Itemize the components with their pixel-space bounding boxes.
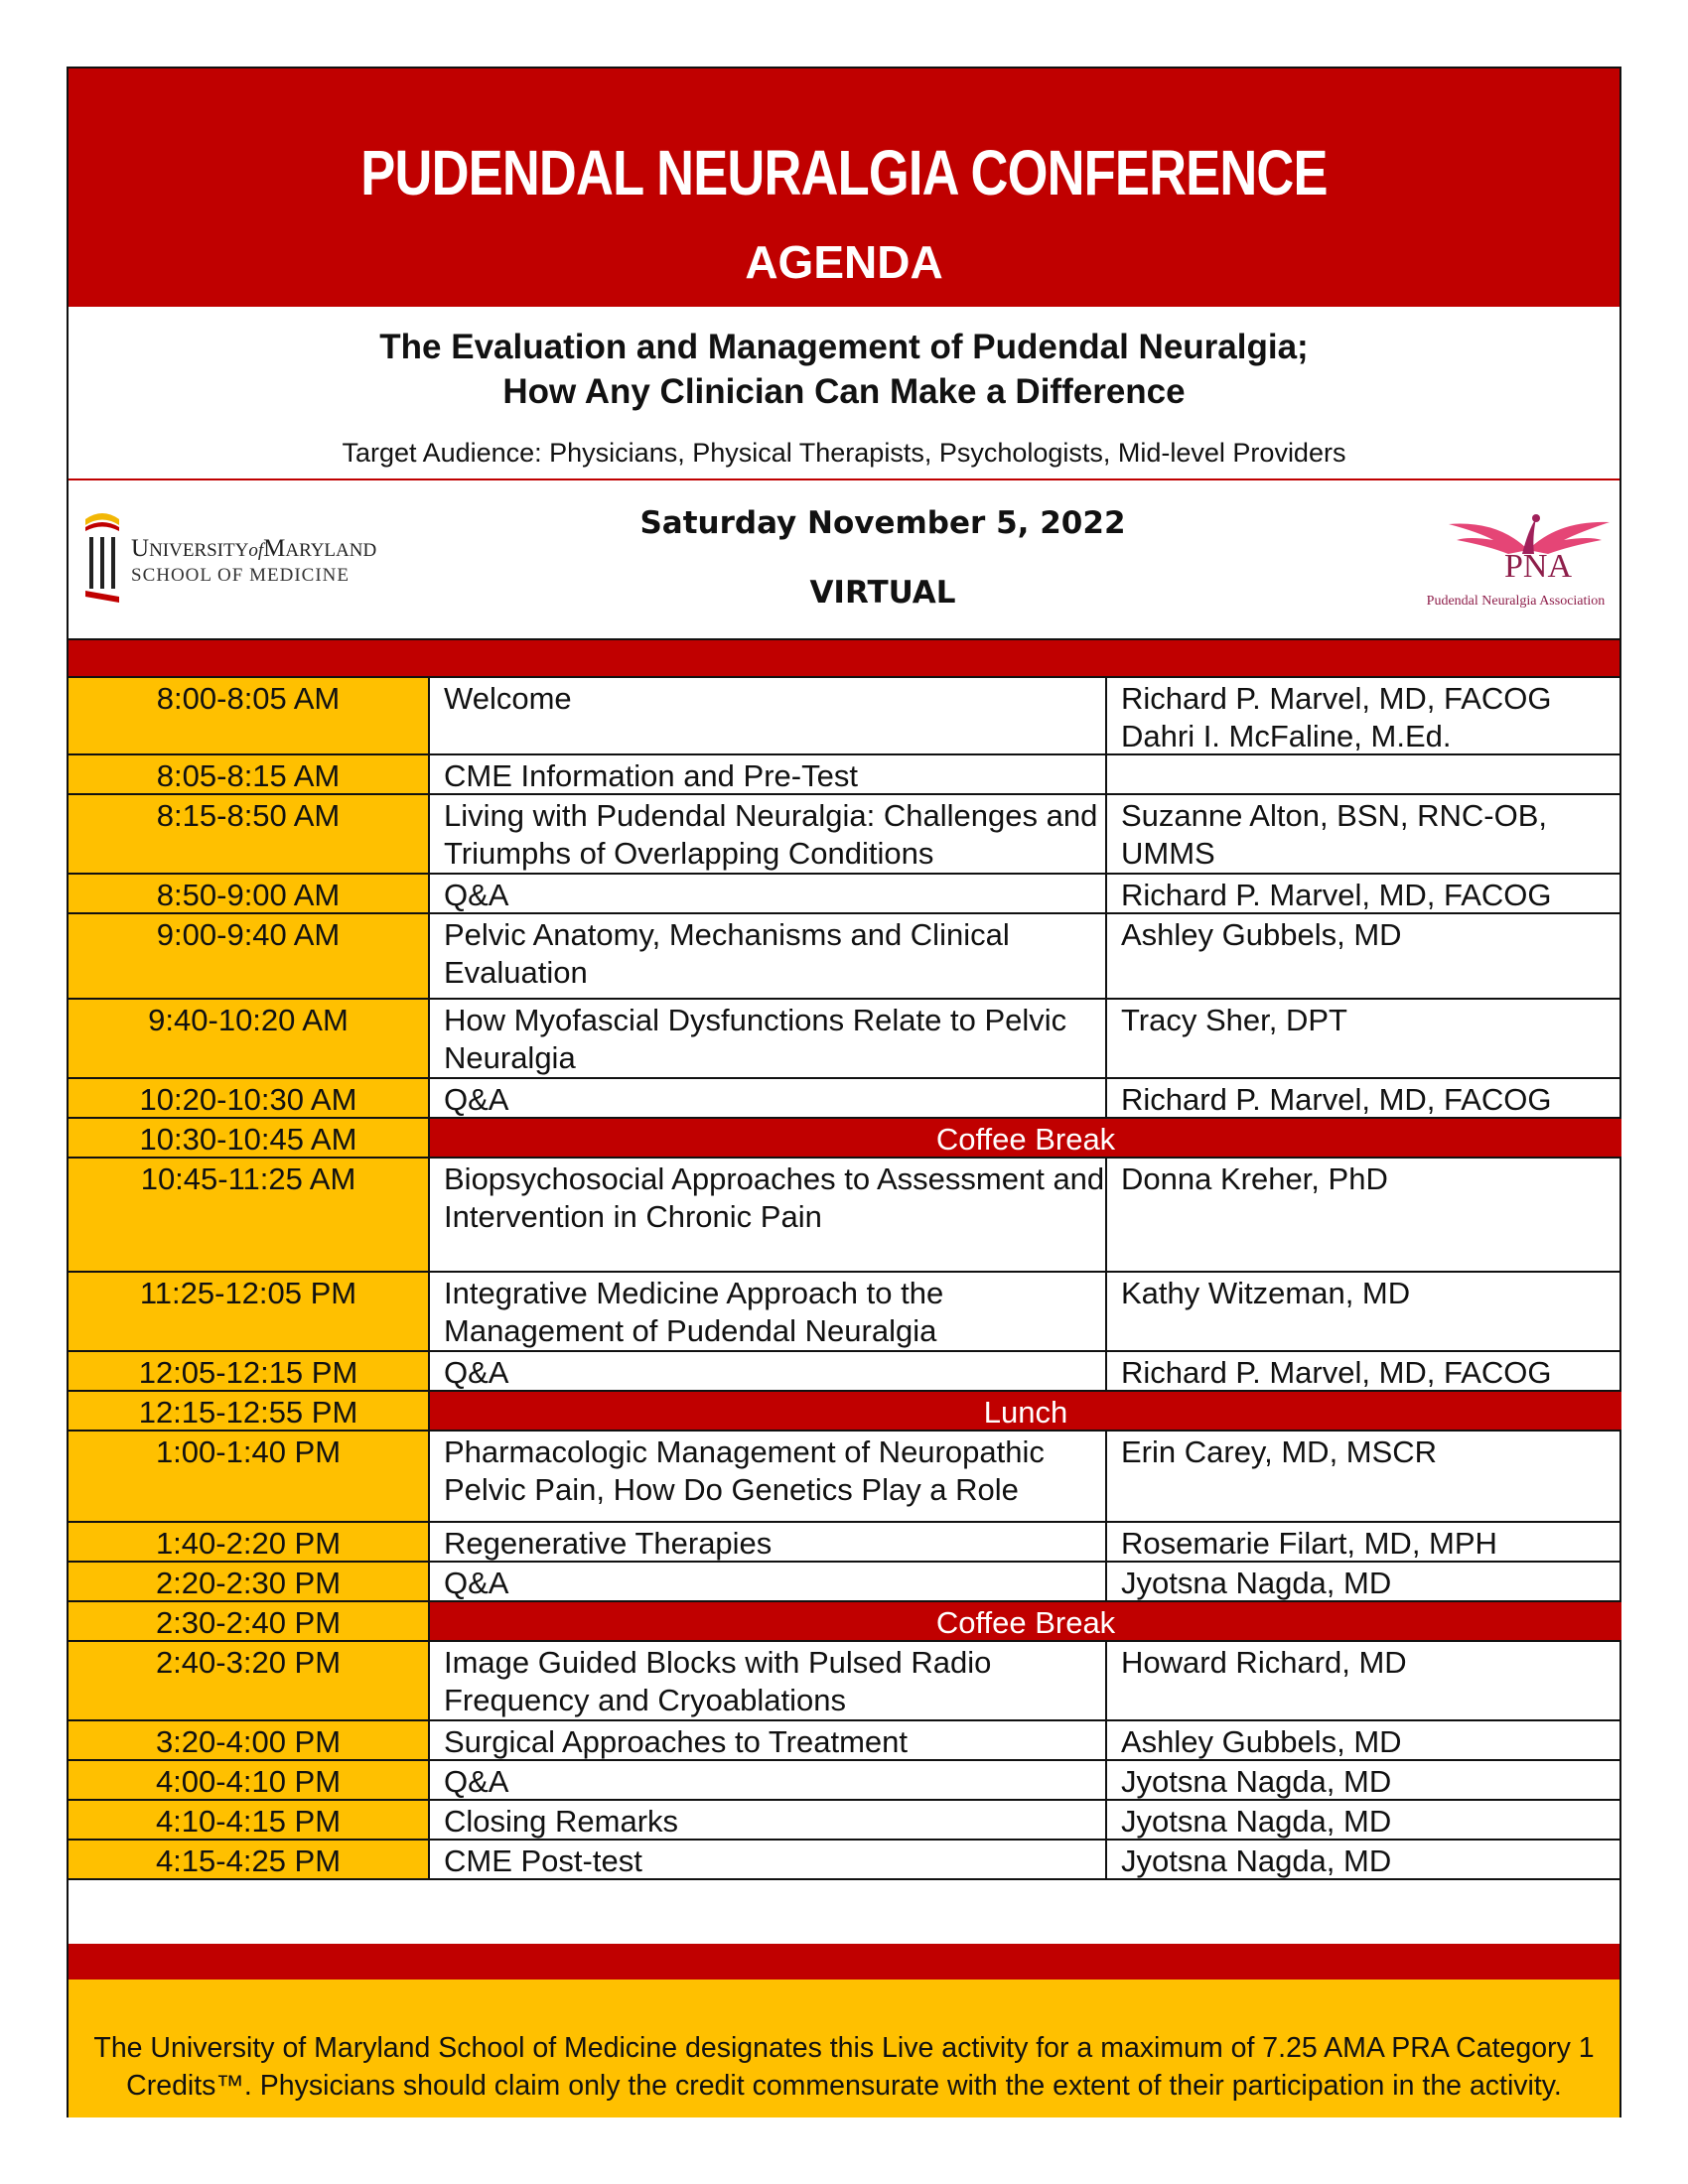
- speaker-name: Richard P. Marvel, MD, FACOG: [1105, 1079, 1621, 1117]
- speaker-name: Richard P. Marvel, MD, FACOG: [1105, 875, 1621, 912]
- speaker-name: Tracy Sher, DPT: [1105, 1000, 1621, 1077]
- time-slot: 9:00-9:40 AM: [69, 914, 428, 998]
- target-audience: Target Audience: Physicians, Physical Therapists, Psychologists, Mid-level Providers: [342, 438, 1346, 468]
- schedule-row: [69, 1079, 1619, 1119]
- agenda-heading: AGENDA: [745, 236, 943, 288]
- session-title: Q&A: [428, 1352, 1105, 1390]
- subtitle-line-2: How Any Clinician Can Make a Difference: [502, 372, 1186, 411]
- session-title: Biopsychosocial Approaches to Assessment and Intervention in Chronic Pain: [428, 1159, 1105, 1271]
- speaker-name: Jyotsna Nagda, MD: [1105, 1563, 1621, 1600]
- time-slot: 9:40-10:20 AM: [69, 1000, 428, 1077]
- time-slot: 11:25-12:05 PM: [69, 1273, 428, 1350]
- pna-abbreviation: PNA: [1503, 548, 1573, 585]
- pna-logo: [1414, 510, 1618, 619]
- time-slot: 4:00-4:10 PM: [69, 1761, 428, 1799]
- schedule-row: [69, 1432, 1619, 1523]
- pna-full-name: Pudendal Neuralgia Association: [1426, 594, 1606, 609]
- umd-name: UNIVERSITYofMARYLAND: [131, 535, 377, 562]
- break-row: [69, 1392, 1619, 1432]
- schedule-row: [69, 1273, 1619, 1352]
- speaker-name: Donna Kreher, PhD: [1105, 1159, 1621, 1271]
- time-slot: 8:50-9:00 AM: [69, 875, 428, 912]
- schedule-row: [69, 914, 1619, 1000]
- speaker-name: Kathy Witzeman, MD: [1105, 1273, 1621, 1350]
- speaker-name: Ashley Gubbels, MD: [1105, 914, 1621, 998]
- session-title: Q&A: [428, 1079, 1105, 1117]
- session-title: Pelvic Anatomy, Mechanisms and Clinical Evaluation: [428, 914, 1105, 998]
- conference-subtitle: [69, 325, 1619, 414]
- cme-credit-statement: The University of Maryland School of Medicine designates this Live activity for a maximum of 7.25 AMA PRA Category 1 Credits™. Physicians should claim only the credit commensurate with the extent of their participation in the activity.: [93, 2032, 1595, 2102]
- time-slot: 12:05-12:15 PM: [69, 1352, 428, 1390]
- subtitle-line-1: The Evaluation and Management of Pudendal Neuralgia;: [379, 328, 1309, 366]
- speaker-name: Howard Richard, MD: [1105, 1642, 1621, 1719]
- schedule-row: [69, 1000, 1619, 1079]
- session-title: Closing Remarks: [428, 1801, 1105, 1839]
- schedule-row: [69, 755, 1619, 795]
- schedule-row: [69, 1159, 1619, 1273]
- session-title: Q&A: [428, 875, 1105, 912]
- time-slot: 8:00-8:05 AM: [69, 678, 428, 753]
- session-title: Image Guided Blocks with Pulsed Radio Frequency and Cryoablations: [428, 1642, 1105, 1719]
- break-label: Coffee Break: [428, 1602, 1621, 1640]
- time-slot: 2:30-2:40 PM: [69, 1602, 428, 1640]
- schedule-row: [69, 1801, 1619, 1841]
- break-label: Lunch: [428, 1392, 1621, 1430]
- time-slot: 8:15-8:50 AM: [69, 795, 428, 873]
- time-slot: 10:30-10:45 AM: [69, 1119, 428, 1157]
- speaker-name: Ashley Gubbels, MD: [1105, 1721, 1621, 1759]
- time-slot: 1:40-2:20 PM: [69, 1523, 428, 1561]
- time-slot: 4:10-4:15 PM: [69, 1801, 428, 1839]
- time-slot: 12:15-12:55 PM: [69, 1392, 428, 1430]
- speaker-name: Jyotsna Nagda, MD: [1105, 1761, 1621, 1799]
- time-slot: 10:20-10:30 AM: [69, 1079, 428, 1117]
- schedule-row: [69, 795, 1619, 875]
- time-slot: 1:00-1:40 PM: [69, 1432, 428, 1521]
- schedule-header-bar: [69, 640, 1619, 678]
- time-slot: 8:05-8:15 AM: [69, 755, 428, 793]
- event-format: VIRTUAL: [809, 575, 956, 611]
- session-title: How Myofascial Dysfunctions Relate to Pelvic Neuralgia: [428, 1000, 1105, 1077]
- session-title: Pharmacologic Management of Neuropathic Pelvic Pain, How Do Genetics Play a Role: [428, 1432, 1105, 1521]
- speaker-name: Suzanne Alton, BSN, RNC-OB, UMMS: [1105, 795, 1621, 873]
- session-title: Q&A: [428, 1563, 1105, 1600]
- speaker-name: Richard P. Marvel, MD, FACOG: [1105, 1352, 1621, 1390]
- session-title: Regenerative Therapies: [428, 1523, 1105, 1561]
- schedule-row: [69, 1642, 1619, 1721]
- schedule-row: [69, 1563, 1619, 1602]
- break-label: Coffee Break: [428, 1119, 1621, 1157]
- time-slot: 10:45-11:25 AM: [69, 1159, 428, 1271]
- agenda-sheet: [67, 67, 1621, 2117]
- umd-school-name: SCHOOL OF MEDICINE: [131, 565, 350, 586]
- session-title: Surgical Approaches to Treatment: [428, 1721, 1105, 1759]
- session-title: CME Information and Pre-Test: [428, 755, 1105, 793]
- schedule-row: [69, 1523, 1619, 1563]
- speaker-name: Richard P. Marvel, MD, FACOG Dahri I. McFaline, M.Ed.: [1105, 678, 1621, 753]
- schedule-footer-bar: [69, 1944, 1619, 1979]
- schedule-row: [69, 875, 1619, 914]
- session-title: CME Post-test: [428, 1841, 1105, 1878]
- schedule-row: [69, 1352, 1619, 1392]
- session-title: Welcome: [428, 678, 1105, 753]
- speaker-name: Erin Carey, MD, MSCR: [1105, 1432, 1621, 1521]
- session-title: Integrative Medicine Approach to the Management of Pudendal Neuralgia: [428, 1273, 1105, 1350]
- cme-footer: [69, 1979, 1619, 2117]
- time-slot: 3:20-4:00 PM: [69, 1721, 428, 1759]
- speaker-name: Jyotsna Nagda, MD: [1105, 1801, 1621, 1839]
- speaker-name: Jyotsna Nagda, MD: [1105, 1841, 1621, 1878]
- break-row: [69, 1119, 1619, 1159]
- divider-line: [69, 478, 1619, 480]
- break-row: [69, 1602, 1619, 1642]
- event-date: Saturday November 5, 2022: [639, 505, 1126, 541]
- speaker-name: [1105, 755, 1621, 793]
- session-title: Q&A: [428, 1761, 1105, 1799]
- schedule-row: [69, 1761, 1619, 1801]
- schedule-row: [69, 1841, 1619, 1880]
- conference-title: PUDENDAL NEURALGIA CONFERENCE: [360, 137, 1328, 208]
- schedule-row: [69, 1721, 1619, 1761]
- speaker-name: Rosemarie Filart, MD, MPH: [1105, 1523, 1621, 1561]
- session-title: Living with Pudendal Neuralgia: Challenges and Triumphs of Overlapping Conditions: [428, 795, 1105, 873]
- time-slot: 4:15-4:25 PM: [69, 1841, 428, 1878]
- schedule-row: [69, 678, 1619, 755]
- title-banner: [69, 68, 1619, 307]
- time-slot: 2:40-3:20 PM: [69, 1642, 428, 1719]
- time-slot: 2:20-2:30 PM: [69, 1563, 428, 1600]
